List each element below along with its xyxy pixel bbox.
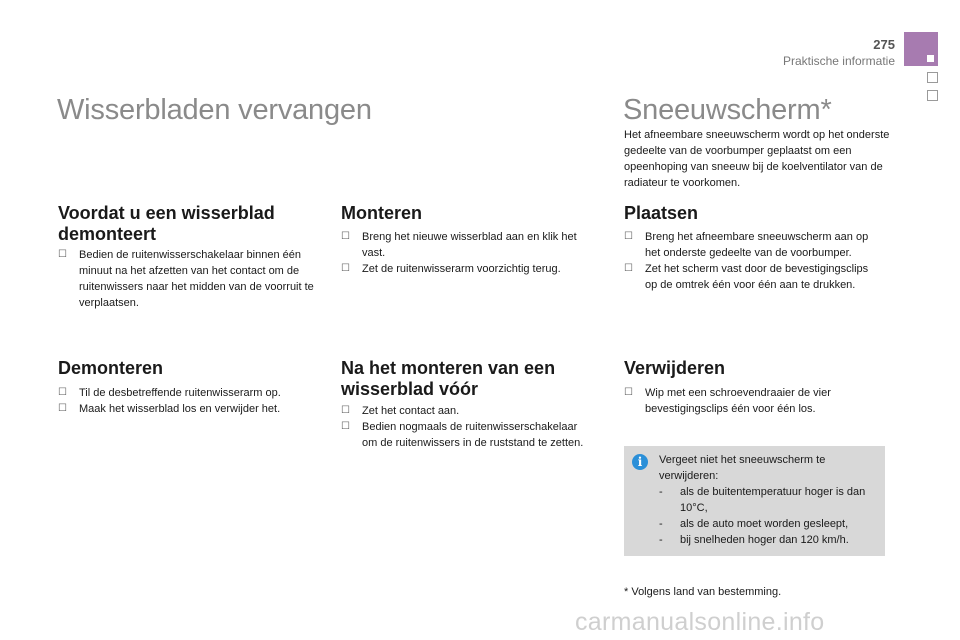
remove-list [58, 385, 318, 417]
before-heading: Voordat u een wisserblad demonteert [58, 203, 275, 244]
after-list [341, 403, 586, 451]
place-heading: Plaatsen [624, 203, 699, 223]
list-item: ☐ Bedien de ruitenwisserschakelaar binnen één minuut na het afzetten van het contact om de ruitenwissers naar het midden van de voorruit te verplaatsen. [58, 247, 316, 311]
page-number: 275 [873, 37, 895, 52]
remove-heading: Demonteren [58, 358, 164, 378]
list-item: ☐ Maak het wisserblad los en verwijder het. [58, 401, 318, 417]
snow-screen-intro: Het afneembare sneeuwscherm wordt op het onderste gedeelte van de voorbumper geplaatst om een opeenhoping van sneeuw bij de koelventilator van de radiateur te voorkomen. [624, 129, 890, 189]
remove-screen-list [624, 385, 874, 417]
info-note-intro: Vergeet niet het sneeuwscherm te verwijderen: [659, 454, 826, 482]
list-item: ☐ Zet de ruitenwisserarm voorzichtig terug. [341, 261, 599, 277]
snow-screen-title: Sneeuwscherm* [623, 94, 832, 126]
list-item: ☐ Breng het afneembare sneeuwscherm aan op het onderste gedeelte van de voorbumper. [624, 229, 882, 261]
list-item: - als de auto moet worden gesleept, [659, 516, 883, 532]
chapter-tab-marker [927, 55, 934, 62]
remove-screen-heading: Verwijderen [624, 358, 726, 378]
list-item: ☐ Zet het contact aan. [341, 403, 586, 419]
section-title: Praktische informatie [782, 54, 895, 68]
watermark: carmanualsonline.info [575, 608, 825, 636]
wiper-title: Wisserbladen vervangen [57, 94, 372, 126]
list-item: ☐ Zet het scherm vast door de bevestigingsclips op de omtrek één voor één aan te drukken. [624, 261, 882, 293]
footnote: * Volgens land van bestemming. [624, 586, 782, 598]
info-note-text [659, 452, 883, 548]
mount-heading: Monteren [341, 203, 422, 223]
list-item: ☐ Bedien nogmaals de ruitenwisserschakelaar om de ruitenwissers in de ruststand te zetten. [341, 419, 586, 451]
list-item: ☐ Breng het nieuwe wisserblad aan en klik het vast. [341, 229, 599, 261]
list-item: ☐ Til de desbetreffende ruitenwisserarm op. [58, 385, 318, 401]
info-note-list [659, 484, 883, 548]
place-list [624, 229, 882, 293]
after-heading: Na het monteren van een wisserblad vóór [341, 358, 556, 399]
chapter-box-2 [927, 90, 938, 101]
chapter-box-1 [927, 72, 938, 83]
info-icon: i [632, 454, 648, 470]
before-list [58, 247, 316, 311]
list-item: - als de buitentemperatuur hoger is dan 10°C, [659, 484, 883, 516]
list-item: ☐ Wip met een schroevendraaier de vier bevestigingsclips één voor één los. [624, 385, 874, 417]
mount-list [341, 229, 599, 277]
list-item: - bij snelheden hoger dan 120 km/h. [659, 532, 883, 548]
